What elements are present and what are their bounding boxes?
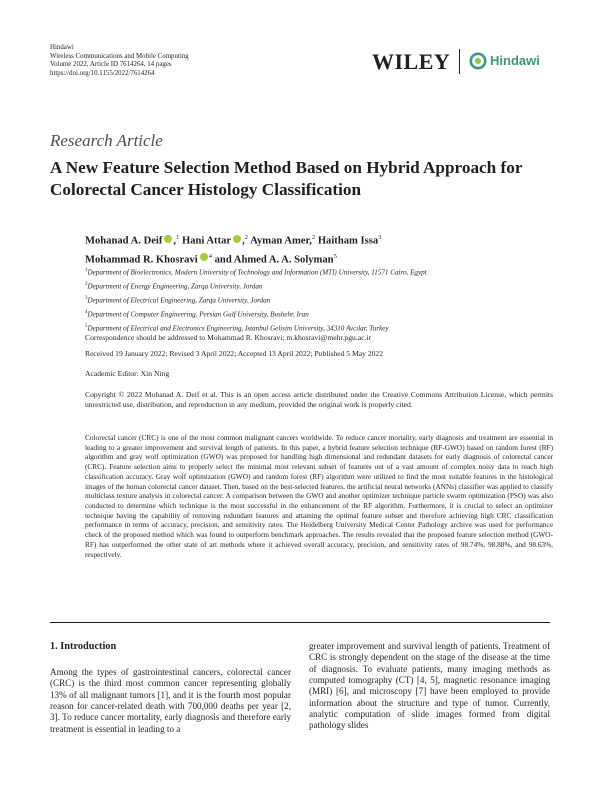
section-heading: 1. Introduction [50, 641, 117, 652]
author-sup: 3 [378, 234, 382, 241]
correspondence: Correspondence should be addressed to Mohammad R. Khosravi; m.khosravi@mehr.pgu.ac.ir [85, 333, 372, 342]
body-column-right: greater improvement and survival length of patients. Treatment of CRC is strongly dependent on the stage of the disease at the time of diagnosis. To evaluate patients, many imaging methods as computed tomography (CT) [4, 5], magnetic resonance imaging (MRI) [6], and microscopy [7] have been employed to provide information about the structure and type of tumor. Currently, analytic computation of slide images formed from digital pathology slides [309, 641, 550, 731]
author-sep: , [242, 235, 245, 247]
author-sup: 2 [244, 234, 249, 241]
journal-info [50, 44, 189, 78]
copyright-notice: Copyright © 2022 Mohanad A. Deif et al. This is an open access article distributed under the Creative Commons Attribution License, which permits unrestricted use, distribution, and reproduction in any medium, provided the original work is properly cited. [85, 390, 553, 410]
author-name: Mohanad A. Deif [85, 235, 163, 247]
hindawi-logo-icon [469, 52, 487, 70]
author-name: Mohammad R. Khosravi [85, 254, 198, 266]
author-sup: 5 [333, 252, 337, 260]
orcid-icon[interactable] [233, 235, 241, 243]
logo-divider [459, 49, 460, 74]
author-sup: 4 [208, 252, 212, 260]
author-list [85, 230, 545, 267]
affiliation-text: Department of Electrical and Electronics Engineering, Istanbul Gelisim University, 34310 Avcılar, Turkey [87, 324, 389, 333]
body-column-left: Among the types of gastrointestinal cancers, colorectal cancer (CRC) is the third most common cancer representing globally 13% of all malignant tumors [1], and it is the fourth most popular reason for cancer-related death with 700,000 deaths per year [2, 3]. To reduce cancer mortality, early diagnosis and therefore early treatment is essential in leading to a [50, 667, 291, 734]
author-name: Ahmed A. A. Solyman [233, 254, 334, 266]
journal-line: Hindawi [50, 44, 74, 51]
article-type: Research Article [50, 131, 163, 150]
wiley-logo: WILEY [372, 49, 451, 74]
hindawi-logo-text: Hindawi [490, 53, 540, 68]
author-sup: 1 [176, 234, 180, 241]
affiliation-text: Department of Computer Engineering, Persian Gulf University, Bushehr, Iran [87, 310, 309, 319]
orcid-icon[interactable] [164, 235, 172, 243]
doi-link[interactable]: https://doi.org/10.1155/2022/7614264 [50, 69, 155, 77]
section-divider [50, 622, 550, 623]
author-name: Ayman Amer [250, 235, 310, 247]
affiliation-text: Department of Energy Engineering, Zarqa University, Jordan [87, 282, 263, 291]
affiliation [85, 293, 555, 307]
affiliation-sup: 5 [85, 323, 88, 329]
abstract: Colorectal cancer (CRC) is one of the most common malignant cancers worldwide. To reduce cancer mortality, early diagnosis and treatment are essential in leading to a greater improvement and survival length of patients. In this paper, a hybrid feature selection technique (RF-GWO) based on random forest (RF) algorithm and gray wolf optimization (GWO) was proposed for handling high dimensional and redundant datasets for early diagnosis of colorectal cancer (CRC). Feature selection aims to properly select the minimal most relevant subset of features out of a vast amount of complex noisy data to reach high classification accuracy. Gray wolf optimization (GWO) and random forest (RF) algorithm were utilized to find the most suitable features in the histological images of the human colorectal cancer dataset. Then, based on the best-selected features, the artificial neural networks (ANNs) classifier was applied to classify multiclass texture analysis in colorectal cancer. A comparison between the GWO and another optimizer technique particle swarm optimization (PSO) was also conducted to determine which technique is the most successful in the enhancement of the RF algorithm. Furthermore, it is crucial to select an optimizer technique having the capability of removing redundant features and attaining the optimal feature subset and therefore achieving high CRC classification performance in terms of accuracy, precision, and sensitivity rates. The Heidelberg University Medical Center Pathology archive was used for performance check of the proposed method which was found to outperform benchmark approaches. The results revealed that the proposed feature selection method (GWO-RF) has outperformed the other state of art methods where it achieved overall accuracy, precision, and sensitivity rates of 98.74%, 98.88%, and 98.63%, respectively. [85, 433, 553, 559]
journal-line: Wireless Communications and Mobile Computing [50, 52, 189, 60]
author-sup: 2 [311, 234, 316, 241]
affiliation [85, 279, 555, 293]
affiliation [85, 265, 555, 279]
affiliation-text: Department of Bioelectronics, Modern University of Technology and Information (MTI) University, 11571 Cairo, Egypt [87, 268, 427, 277]
affiliations [85, 265, 555, 335]
affiliation-sup: 4 [85, 309, 88, 315]
author-name: Hani Attar [181, 235, 232, 247]
author-sep: , [309, 235, 312, 247]
article-title: A New Feature Selection Method Based on Hybrid Approach for Colorectal Cancer Histology Classification [50, 158, 523, 199]
academic-editor: Academic Editor: Xin Ning [85, 369, 170, 378]
author-sep: , [173, 235, 177, 247]
article-dates: Received 19 January 2022; Revised 3 April 2022; Accepted 13 April 2022; Published 5 May 2022 [85, 349, 384, 358]
author-name: Haitham Issa [317, 235, 379, 247]
author-and: and [214, 254, 232, 266]
journal-line: Volume 2022, Article ID 7614264, 14 pages [50, 61, 172, 69]
affiliation-sup: 1 [85, 268, 88, 273]
affiliation-text: Department of Electrical Engineering, Zarqa University, Jordan [87, 296, 271, 305]
affiliation [85, 307, 555, 321]
affiliation-sup: 3 [85, 295, 88, 301]
affiliation-sup: 2 [85, 281, 88, 287]
author-line [85, 230, 545, 249]
orcid-icon[interactable] [200, 253, 208, 261]
